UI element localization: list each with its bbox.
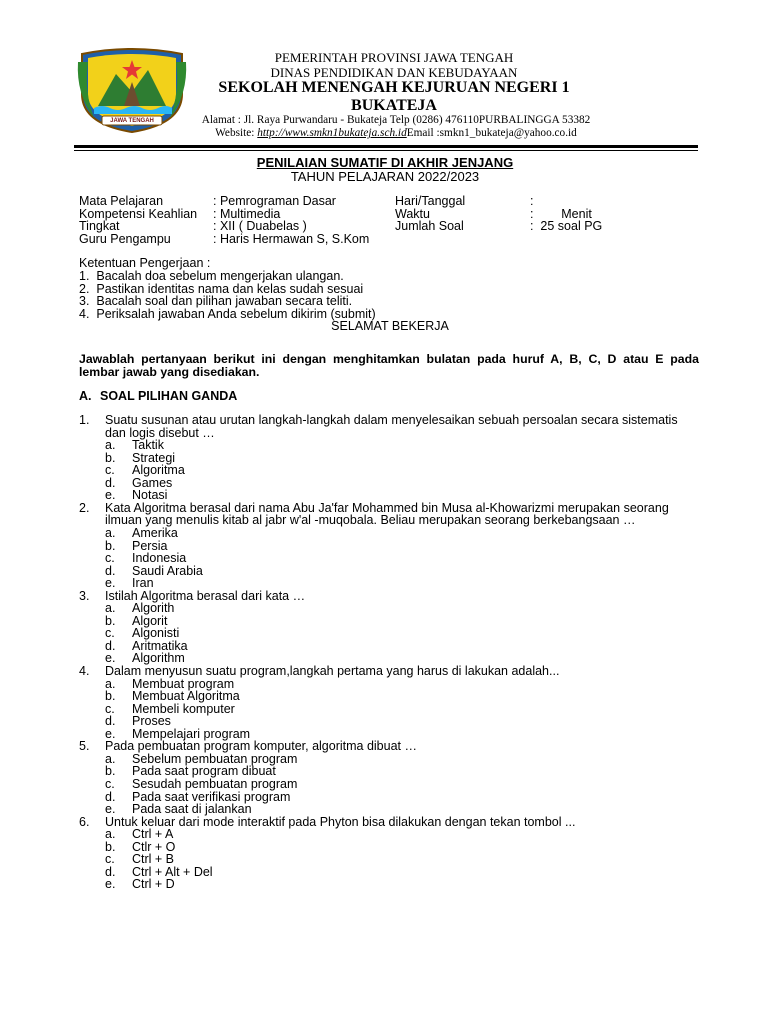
question-text: Pada pembuatan program komputer, algoritma dibuat … [105,739,417,754]
option-letter: d. [105,864,116,879]
website-link[interactable]: http://www.smkn1bukateja.sch.id [257,127,407,139]
meta-label-grade: Tingkat [79,219,120,233]
instruction-item: 4. Periksalah jawaban Anda sebelum dikirim (submit) [79,307,376,321]
option-letter: b. [105,613,116,628]
instruction-item: 1. Bacalah doa sebelum mengerjakan ulangan. [79,269,344,283]
option-text: Algorit [132,613,168,628]
option-letter: a. [105,676,116,691]
option-letter: c. [105,463,115,478]
option-letter: c. [105,701,115,716]
option-letter: a. [105,525,116,540]
option-letter: c. [105,776,115,791]
option-text: Aritmatika [132,638,188,653]
option-text: Saudi Arabia [132,563,203,578]
exam-year: TAHUN PELAJARAN 2022/2023 [290,169,480,184]
instruction-item: 2. Pastikan identitas nama dan kelas sudah sesuai [79,282,364,296]
option-letter: c. [105,626,115,641]
meta-value-time: : Menit [530,207,592,221]
option-text: Notasi [132,488,168,503]
option-text: Algorith [132,601,175,616]
option-text: Games [132,475,173,490]
question-text: ilmuan yang menulis kitab al jabr w'al -muqobala. Beliau merupakan seorang berkebangsaan … [105,513,636,528]
question-number: 1. [79,413,90,427]
option-text: Membuat program [132,676,235,691]
question-number: 4. [79,664,90,678]
option-letter: b. [105,689,116,704]
option-text: Algoritma [132,463,185,478]
option-text: Mempelajari program [132,726,251,741]
option-text: Pada saat program dibuat [132,764,276,779]
option-text: Ctlr + O [132,839,176,854]
meta-value-teacher: : Haris Hermawan S, S.Kom [213,232,370,246]
option-letter: c. [105,551,115,566]
option-letter: e. [105,576,116,591]
question-number: 3. [79,588,90,603]
question-number: 2. [79,500,90,515]
meta-label-time: Waktu [395,207,430,221]
option-text: Sebelum pembuatan program [132,751,298,766]
kop-agency: DINAS PENDIDIKAN DAN KEBUDAYAAN [270,65,518,80]
option-letter: a. [105,751,116,766]
option-letter: e. [105,802,116,817]
option-text: Algorithm [132,651,185,666]
meta-label-teacher: Guru Pengampu [79,232,171,246]
option-letter: a. [105,438,116,453]
option-letter: d. [105,789,116,804]
meta-label-count: Jumlah Soal [395,219,464,233]
section-letter: A. [79,389,92,403]
option-letter: e. [105,726,116,741]
instruction-item: 3. Bacalah soal dan pilihan jawaban secara teliti. [79,294,353,308]
option-letter: d. [105,714,116,729]
meta-value-grade: : XII ( Duabelas ) [213,219,307,233]
meta-value-count: : 25 soal PG [530,219,603,233]
kop-school-town: BUKATEJA [351,97,437,114]
directive-line-1: Jawablah pertanyaan berikut ini dengan menghitamkan bulatan pada huruf A, B, C, D atau E pada [79,352,699,366]
option-letter: d. [105,475,116,490]
question-text: Kata Algoritma berasal dari nama Abu Ja'far Mohammed bin Musa al-Khowarizmi merupakan seorang [105,500,669,515]
option-text: Ctrl + Alt + Del [132,864,213,879]
option-letter: e. [105,488,116,503]
option-text: Indonesia [132,551,187,566]
meta-value-subject: : Pemrograman Dasar [213,194,336,208]
kop-province: PEMERINTAH PROVINSI JAWA TENGAH [274,50,514,65]
option-text: Membuat Algoritma [132,689,240,704]
option-letter: e. [105,877,116,892]
meta-value-competency: : Multimedia [213,207,281,221]
logo-ribbon-text: JAWA TENGAH [110,118,154,124]
option-letter: b. [105,450,116,465]
option-letter: b. [105,764,116,779]
option-text: Membeli komputer [132,701,235,716]
option-letter: b. [105,839,116,854]
option-text: Ctrl + A [132,827,174,842]
option-letter: e. [105,651,116,666]
meta-label-subject: Mata Pelajaran [79,194,164,208]
question-text: Suatu susunan atau urutan langkah-langkah dalam menyelesaikan sebuah persoalan secara sistematis [105,413,678,427]
option-letter: b. [105,538,116,553]
option-letter: d. [105,638,116,653]
kop-contact [12,127,768,140]
question-text: Untuk keluar dari mode interaktif pada Phyton bisa dilakukan dengan tekan tombol ... [105,814,576,829]
directive-line-2: lembar jawab yang disediakan. [79,365,260,379]
option-text: Proses [132,714,171,729]
option-text: Pada saat di jalankan [132,802,252,817]
option-text: Algonisti [132,626,180,641]
option-letter: a. [105,601,116,616]
option-text: Persia [132,538,168,553]
meta-value-date: : [530,194,534,208]
option-text: Amerika [132,525,178,540]
meta-label-date: Hari/Tanggal [395,194,466,208]
kop-address: Alamat : Jl. Raya Purwandaru - Bukateja Telp (0286) 476110PURBALINGGA 53382 [201,114,591,126]
section-title: SOAL PILIHAN GANDA [100,389,238,403]
question-number: 6. [79,814,90,829]
website-label: Website: [215,127,258,139]
exam-title: PENILAIAN SUMATIF DI AKHIR JENJANG [256,155,514,170]
option-text: Pada saat verifikasi program [132,789,291,804]
option-text: Iran [132,576,154,591]
option-letter: c. [105,852,115,867]
header-rule-thick [74,145,698,148]
question-text: Dalam menyusun suatu program,langkah pertama yang harus di lakukan adalah... [105,664,560,678]
option-letter: a. [105,827,116,842]
option-text: Ctrl + D [132,877,175,892]
header-rule-thin [74,150,698,151]
email-text: Email :smkn1_bukateja@yahoo.co.id [406,127,577,139]
option-text: Strategi [132,450,176,465]
question-number: 5. [79,739,90,754]
option-text: Ctrl + B [132,852,175,867]
option-letter: d. [105,563,116,578]
option-text: Sesudah pembuatan program [132,776,298,791]
question-text: dan logis disebut … [105,425,215,440]
option-text: Taktik [132,438,164,453]
instructions-heading: Ketentuan Pengerjaan : [79,256,211,270]
meta-label-competency: Kompetensi Keahlian [79,207,198,221]
question-text: Istilah Algoritma berasal dari kata … [105,588,306,603]
kop-school-name: SEKOLAH MENENGAH KEJURUAN NEGERI 1 [218,79,570,96]
closing-greeting: SELAMAT BEKERJA [331,319,449,333]
